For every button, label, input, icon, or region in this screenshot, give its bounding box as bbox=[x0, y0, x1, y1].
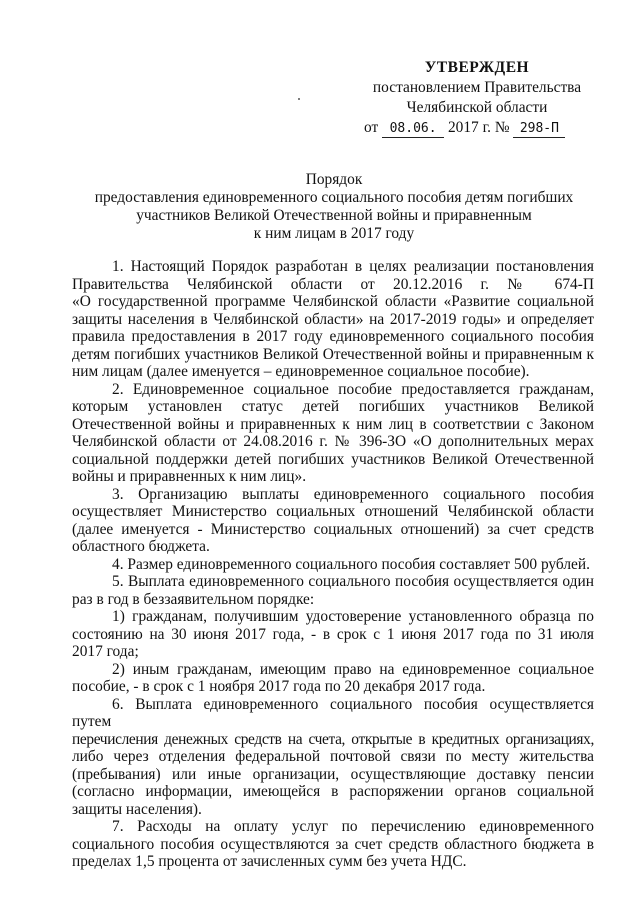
p2-line: Челябинской области от 24.08.2016 г. № 396-ЗО «О дополнительных мерах bbox=[72, 433, 594, 450]
date-prefix: от bbox=[364, 119, 379, 136]
approval-line-2: Челябинской области bbox=[406, 99, 548, 116]
p1-line: детям погибших участников Великой Отечественной войны и приравненным к bbox=[72, 345, 594, 363]
number-value: 298-П bbox=[513, 121, 565, 138]
date-mid: 2017 г. № bbox=[447, 119, 510, 136]
approval-line-1: постановлением Правительства bbox=[372, 79, 582, 96]
approval-date-line bbox=[362, 118, 592, 138]
p6-line: (согласно информации, имеющейся в распоряжении органов социальной bbox=[72, 783, 594, 800]
p1-line: защиты населения в Челябинской области» на 2017-2019 годы» и определяет bbox=[72, 310, 594, 328]
p1-line: «О государственной программе Челябинской области «Развитие социальной bbox=[72, 293, 594, 310]
p3-line: (далее именуется - Министерство социальных отношений) за счет средств bbox=[72, 520, 594, 538]
p1-line: 1. Настоящий Порядок разработан в целях реализации постановления bbox=[112, 258, 594, 275]
p2-line: 2. Единовременное социальное пособие предоставляется гражданам, bbox=[112, 380, 594, 398]
date-value: 08.06. bbox=[382, 121, 444, 138]
paragraph-1 bbox=[72, 258, 594, 381]
p6-line: либо через отделения федеральной почтовой связи по месту жительства bbox=[72, 748, 594, 765]
p7-line: пределах 1,5 процента от зачисленных сумм без учета НДС. bbox=[72, 853, 467, 870]
paragraph-5-1 bbox=[72, 608, 594, 661]
heading-line-3: к ним лицам в 2017 году bbox=[253, 225, 415, 242]
paragraph-4 bbox=[72, 556, 594, 574]
p2-line: которым установлен статус детей погибших участников Великой bbox=[72, 398, 594, 415]
p5-1-line: 1) гражданам, получившим удостоверение установленного образца по bbox=[112, 608, 594, 625]
scan-speck bbox=[298, 98, 300, 100]
paragraph-7 bbox=[72, 818, 594, 871]
p6-line: перечисления денежных средств на счета, открытые в кредитных организациях, bbox=[72, 730, 594, 748]
paragraph-5-2 bbox=[72, 661, 594, 696]
p3-line: областного бюджета. bbox=[72, 538, 210, 555]
heading-title: Порядок bbox=[305, 171, 363, 188]
p3-line: 3. Организацию выплаты единовременного социального пособия bbox=[112, 485, 594, 503]
document-body bbox=[72, 258, 594, 871]
p7-line: 7. Расходы на оплату услуг по перечислению единовременного bbox=[112, 818, 594, 835]
p2-line: войны и приравненных к ним лиц». bbox=[72, 468, 307, 485]
p5-1-line: 2017 года; bbox=[72, 643, 139, 660]
paragraph-5 bbox=[72, 573, 594, 608]
document-heading bbox=[72, 170, 596, 243]
p6-line: 6. Выплата единовременного социального пособия осуществляется путем bbox=[72, 695, 594, 730]
p1-line: ним лицам (далее именуется – единовременное социальное пособие). bbox=[72, 363, 530, 380]
p5-line: 5. Выплата единовременного социального пособия осуществляется один bbox=[112, 573, 594, 590]
heading-line-2: участников Великой Отечественной войны и приравненным bbox=[136, 207, 532, 224]
heading-line-1: предоставления единовременного социального пособия детям погибших bbox=[94, 189, 574, 206]
p6-line: защиты населения). bbox=[72, 800, 202, 818]
p1-line: правила предоставления в 2017 году единовременного социального пособия bbox=[72, 328, 594, 345]
paragraph-2 bbox=[72, 381, 594, 486]
p2-line: Отечественной войны и приравненных к ним лиц в соответствии с Законом bbox=[72, 415, 594, 433]
approval-title: УТВЕРЖДЕН bbox=[424, 59, 530, 76]
p2-line: социальной поддержки детей погибших участников Великой Отечественной bbox=[72, 450, 594, 468]
p5-1-line: состоянию на 30 июня 2017 года, - в срок с 1 июня 2017 года по 31 июля bbox=[72, 625, 594, 643]
p4-line: 4. Размер единовременного социального пособия составляет 500 рублей. bbox=[112, 555, 590, 573]
p6-line: (пребывания) или иные организации, осуществляющие доставку пенсии bbox=[72, 765, 594, 783]
p3-line: осуществляет Министерство социальных отношений Челябинской области bbox=[72, 503, 594, 520]
approval-stamp-block bbox=[362, 58, 592, 138]
p1-line: Правительства Челябинской области от 20.12.2016 г. № 674-П bbox=[72, 275, 594, 293]
p5-2-line: 2) иным гражданам, имеющим право на единовременное социальное bbox=[112, 660, 594, 678]
p7-line: социального пособия осуществляются за счет средств областного бюджета в bbox=[72, 835, 594, 853]
paragraph-6 bbox=[72, 696, 594, 819]
p5-line: раз в год в беззаявительном порядке: bbox=[72, 590, 315, 608]
p5-2-line: пособие, - в срок с 1 ноября 2017 года по 20 декабря 2017 года. bbox=[72, 678, 486, 695]
paragraph-3 bbox=[72, 486, 594, 556]
